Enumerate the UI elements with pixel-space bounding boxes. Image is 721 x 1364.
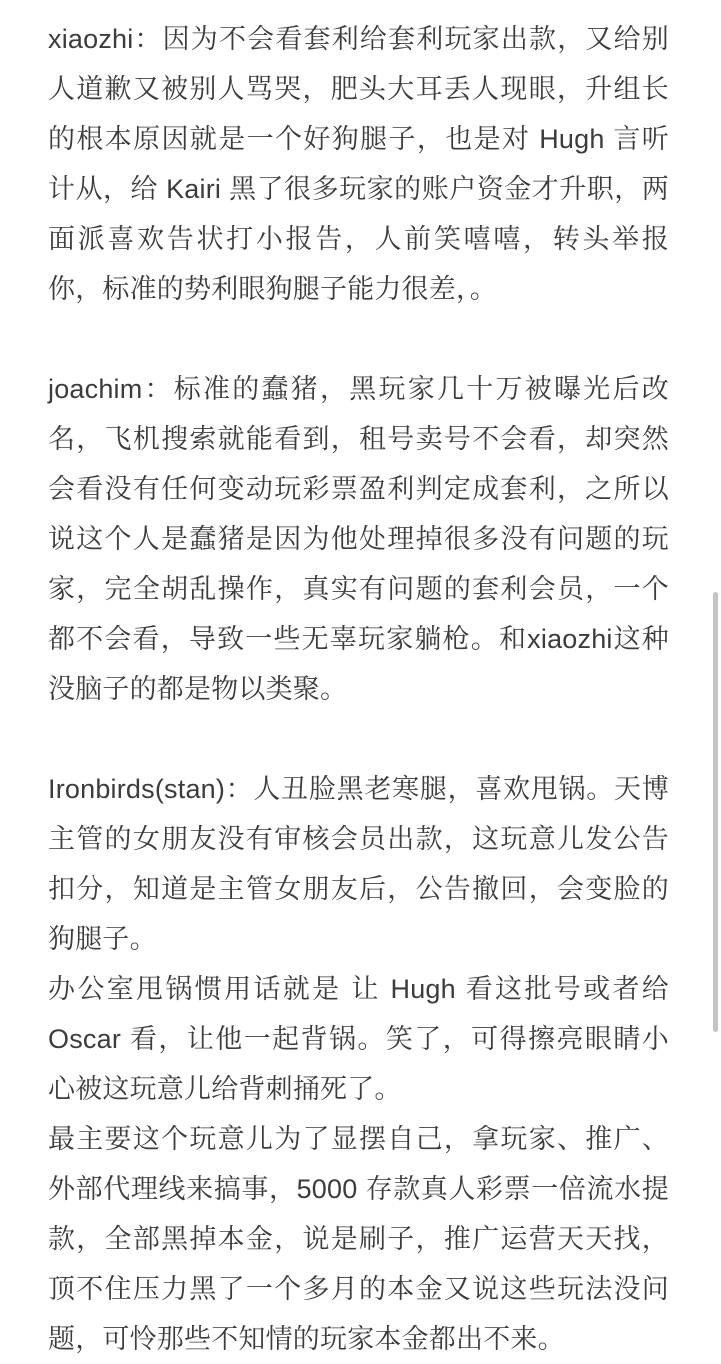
paragraph-spacer (48, 314, 669, 364)
scrollbar-thumb[interactable] (713, 592, 718, 1032)
paragraph-ironbirds-main: 最主要这个玩意儿为了显摆自己，拿玩家、推广、外部代理线来搞事，5000 存款真人彩票一倍流水提款，全部黑掉本金，说是刷子，推广运营天天找，顶不住压力黑了一个多月的本金又说这些玩法没问题，可怜那些不知情的玩家本金都出不来。 (48, 1124, 669, 1354)
paragraph-spacer (48, 714, 669, 764)
paragraph-joachim: joachim：标准的蠢猪，黑玩家几十万被曝光后改名，飞机搜索就能看到，租号卖号不会看，却突然会看没有任何变动玩彩票盈利判定成套利，之所以说这个人是蠢猪是因为他处理掉很多没有问题的玩家，完全胡乱操作，真实有问题的套利会员，一个都不会看，导致一些无辜玩家躺枪。和xiaozhi这种没脑子的都是物以类聚。 (48, 374, 669, 704)
vertical-scrollbar[interactable] (713, 0, 721, 1280)
paragraph-ironbirds-office: 办公室甩锅惯用话就是 让 Hugh 看这批号或者给 Oscar 看，让他一起背锅。笑了，可得擦亮眼睛小心被这玩意儿给背刺捅死了。 (48, 974, 669, 1104)
paragraph-xiaozhi: xiaozhi：因为不会看套利给套利玩家出款，又给别人道歉又被别人骂哭，肥头大耳丢人现眼，升组长的根本原因就是一个好狗腿子，也是对 Hugh 言听计从，给 Kairi 黑了很多玩家的账户资金才升职，两面派喜欢告状打小报告，人前笑嘻嘻，转头举报你，标准的势利眼狗腿子能力很差，。 (48, 24, 669, 304)
paragraph-ironbirds-intro: Ironbirds(stan)：人丑脸黑老寒腿，喜欢甩锅。天博主管的女朋友没有审核会员出款，这玩意儿发公告扣分，知道是主管女朋友后，公告撤回，会变脸的狗腿子。 (48, 774, 669, 954)
